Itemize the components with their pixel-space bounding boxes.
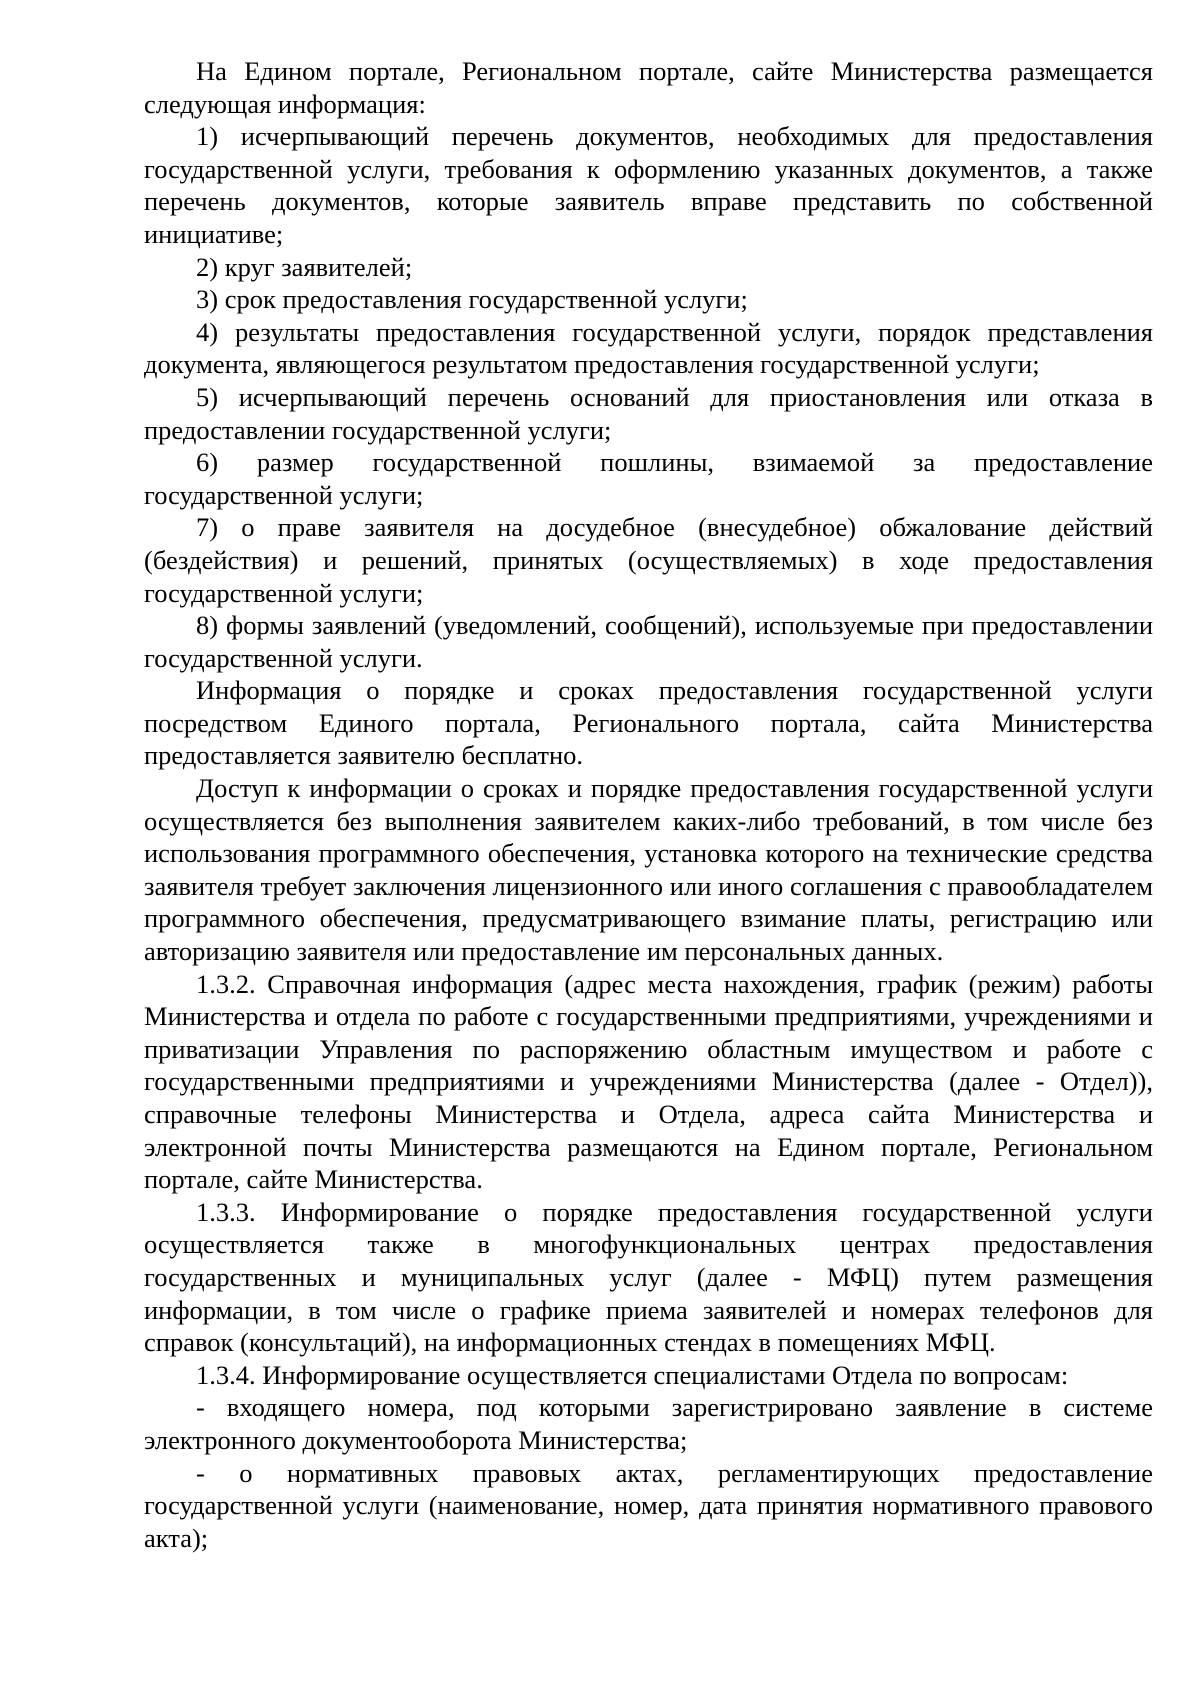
paragraph-item-8: 8) формы заявлений (уведомлений, сообщений), используемые при предоставлении государственной услуги. (144, 610, 1153, 673)
paragraph-item-3: 3) срок предоставления государственной услуги; (196, 284, 748, 315)
document-body (144, 55, 1153, 1554)
paragraph-item-5: 5) исчерпывающий перечень оснований для приостановления или отказа в предоставлении государственной услуги; (144, 381, 1153, 445)
paragraph-item-6: 6) размер государственной пошлины, взимаемой за предоставление государственной услуги; (144, 447, 1153, 510)
paragraph-item-4: 4) результаты предоставления государственной услуги, порядок представления документа, являющегося результатом предоставления государственной услуги; (144, 316, 1153, 380)
paragraph-1-3-3: 1.3.3. Информирование о порядке предоставления государственной услуги осуществляется также в многофункциональных центрах предоставления государственных и муниципальных услуг (далее - МФЦ) путем размещения информации, в том числе о графике приема заявителей и номерах телефонов для справок (консультаций), на информационных стендах в помещениях МФЦ. (144, 1196, 1153, 1358)
paragraph-item-2: 2) круг заявителей; (196, 251, 413, 282)
paragraph-bullet-normative-acts: - о нормативных правовых актах, регламентирующих предоставление государственной услуги (наименование, номер, дата принятия нормативного правового акта); (144, 1457, 1153, 1553)
paragraph-item-1: 1) исчерпывающий перечень документов, необходимых для предоставления государственной услуги, требования к оформлению указанных документов, а также перечень документов, которые заявитель вправе представить по собственной инициативе; (144, 121, 1153, 249)
paragraph-1-3-4: 1.3.4. Информирование осуществляется специалистами Отдела по вопросам: (196, 1359, 1069, 1390)
paragraph-1-3-2: 1.3.2. Справочная информация (адрес места нахождения, график (режим) работы Министерства и отдела по работе с государственными предприятиями, учреждениями и приватизации Управления по распоряжению областным имуществом и работе с государственными предприятиями и учреждениями Министерства (далее - Отдел)), справочные телефоны Министерства и Отдела, адреса сайта Министерства и электронной почты Министерства размещаются на Едином портале, Региональном портале, сайте Министерства. (144, 968, 1153, 1195)
paragraph-item-7: 7) о праве заявителя на досудебное (внесудебное) обжалование действий (бездействия) и решений, принятых (осуществляемых) в ходе предоставления государственной услуги; (144, 512, 1153, 608)
paragraph-access: Доступ к информации о сроках и порядке предоставления государственной услуги осуществляется без выполнения заявителем каких-либо требований, в том числе без использования программного обеспечения, установка которого на технические средства заявителя требует заключения лицензионного или иного соглашения с правообладателем программного обеспечения, предусматривающего взимание платы, регистрацию или авторизацию заявителя или предоставление им персональных данных. (144, 773, 1153, 967)
paragraph-intro: На Едином портале, Региональном портале, сайте Министерства размещается следующая информация: (144, 56, 1153, 119)
paragraph-bullet-incoming-number: - входящего номера, под которыми зарегистрировано заявление в системе электронного документооборота Министерства; (144, 1392, 1153, 1455)
paragraph-free-info: Информация о порядке и сроках предоставления государственной услуги посредством Единого портала, Регионального портала, сайта Министерства предоставляется заявителю бесплатно. (144, 675, 1153, 771)
